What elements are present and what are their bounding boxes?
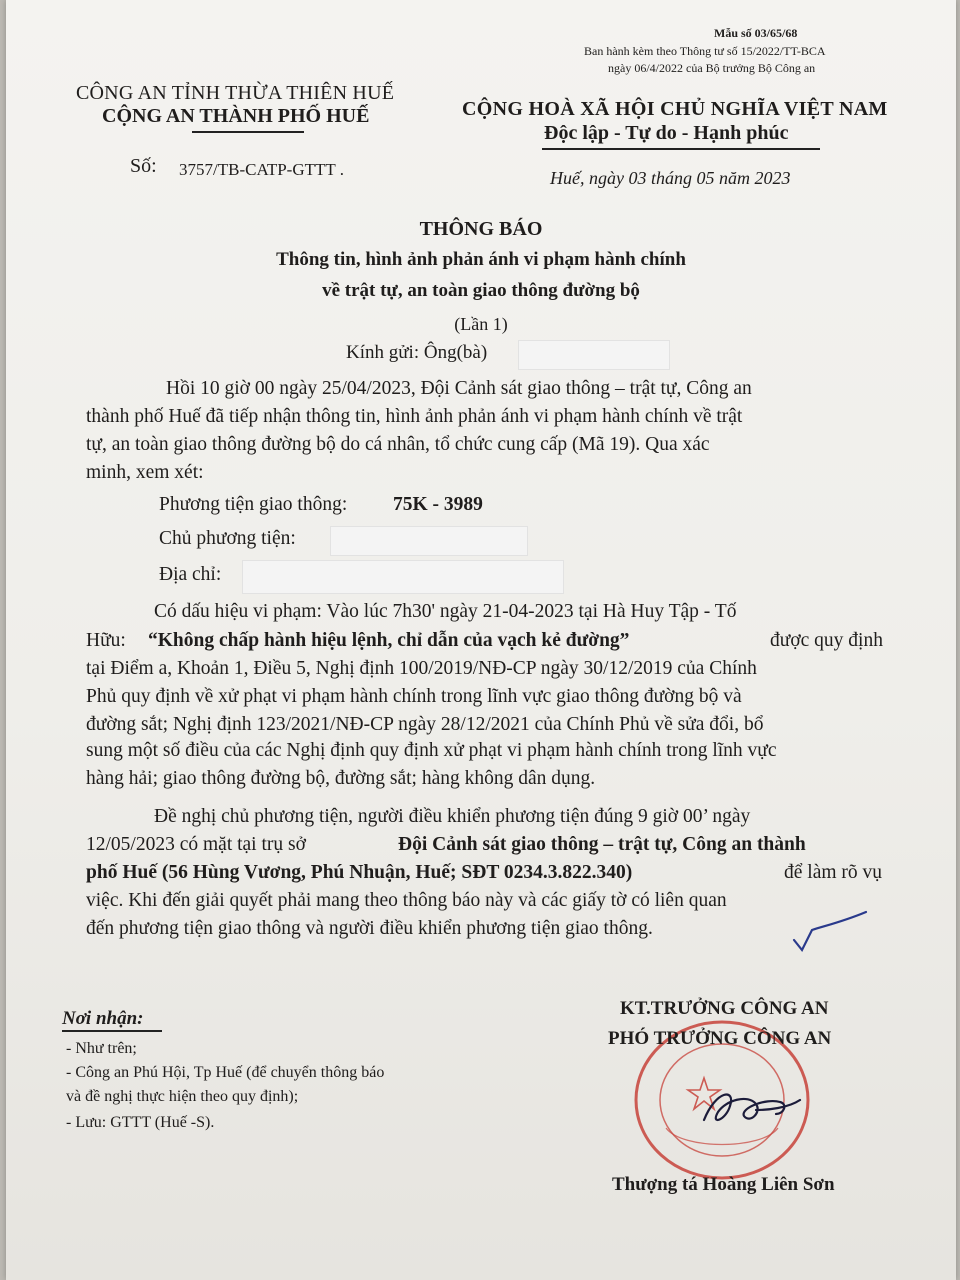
form-code: Mẫu số 03/65/68	[714, 26, 798, 40]
paragraph-1-line: thành phố Huế đã tiếp nhận thông tin, hình ảnh phản ánh vi phạm hành chính về trật	[86, 406, 743, 427]
paragraph-2-line: Phủ quy định về xử phạt vi phạm hành chính trong lĩnh vực giao thông đường bộ và	[86, 686, 742, 707]
signer-name: Thượng tá Hoàng Liên Sơn	[612, 1174, 835, 1195]
redacted-address	[242, 560, 564, 594]
recipient-label: Kính gửi: Ông(bà)	[346, 342, 488, 363]
doc-number-label: Số:	[130, 155, 157, 177]
paragraph-3-line: việc. Khi đến giải quyết phải mang theo thông báo này và các giấy tờ có liên quan	[86, 890, 727, 911]
paragraph-3-line: Đề nghị chủ phương tiện, người điều khiển phương tiện đúng 9 giờ 00’ ngày	[154, 806, 751, 827]
violation-description: “Không chấp hành hiệu lệnh, chỉ dẫn của vạch kẻ đường”	[148, 630, 630, 651]
doc-number: 3757/TB-CATP-GTTT .	[179, 160, 344, 179]
paragraph-2-line: hàng hải; giao thông đường bộ, đường sắt; hàng không dân dụng.	[86, 768, 596, 789]
redacted-recipient-name	[518, 340, 670, 370]
paragraph-1-line: tự, an toàn giao thông đường bộ do cá nhân, tổ chức cung cấp (Mã 19). Qua xác	[86, 434, 710, 455]
paragraph-1-line: minh, xem xét:	[86, 462, 204, 483]
recipients-title: Nơi nhận:	[62, 1008, 144, 1029]
agency-parent: CÔNG AN TỈNH THỪA THIÊN HUẾ	[76, 82, 395, 104]
paragraph-2-line: đường sắt; Nghị định 123/2021/NĐ-CP ngày 28/12/2021 của Chính Phủ về sửa đổi, bổ	[86, 714, 764, 735]
national-motto: Độc lập - Tự do - Hạnh phúc	[544, 122, 789, 144]
recipient-item: - Như trên;	[66, 1040, 137, 1057]
national-title: CỘNG HOÀ XÃ HỘI CHỦ NGHĨA VIỆT NAM	[462, 98, 888, 120]
form-issued-note-line-2: ngày 06/4/2022 của Bộ trưởng Bộ Công an	[608, 61, 816, 75]
recipient-item: - Công an Phú Hội, Tp Huế (để chuyển thông báo	[66, 1064, 385, 1081]
pen-checkmark	[790, 906, 870, 956]
doc-subtitle-line-2: về trật tự, an toàn giao thông đường bộ	[322, 280, 640, 301]
recipient-item: - Lưu: GTTT (Huế -S).	[66, 1114, 215, 1131]
vehicle-plate: 75K - 3989	[393, 494, 483, 515]
agency-underline	[192, 131, 304, 133]
sign-title-line-1: KT.TRƯỞNG CÔNG AN	[620, 998, 829, 1019]
owner-label: Chủ phương tiện:	[159, 528, 296, 549]
paragraph-2-line: được quy định	[770, 630, 883, 651]
place-date: Huế, ngày 03 tháng 05 năm 2023	[550, 168, 791, 188]
motto-underline	[542, 148, 820, 150]
paragraph-2-line: Có dấu hiệu vi phạm: Vào lúc 7h30' ngày 21-04-2023 tại Hà Huy Tập - Tố	[154, 601, 737, 622]
handwritten-signature	[696, 1080, 806, 1140]
attempt-number: (Lần 1)	[454, 314, 508, 334]
document-page	[6, 0, 956, 1280]
office-name: Đội Cảnh sát giao thông – trật tự, Công an thành	[398, 834, 806, 855]
address-label: Địa chỉ:	[159, 564, 222, 585]
doc-subtitle-line-1: Thông tin, hình ảnh phản ánh vi phạm hành chính	[276, 249, 686, 270]
agency-name: CỘNG AN THÀNH PHỐ HUẾ	[102, 105, 370, 127]
recipients-underline	[62, 1030, 162, 1032]
redacted-owner-name	[330, 526, 528, 556]
doc-title: THÔNG BÁO	[419, 218, 543, 240]
paragraph-3-line: đến phương tiện giao thông và người điều khiển phương tiện giao thông.	[86, 918, 653, 939]
paragraph-3-line: để làm rõ vụ	[784, 862, 883, 883]
form-issued-note-line-1: Ban hành kèm theo Thông tư số 15/2022/TT-BCA	[584, 44, 826, 58]
paragraph-2-line: Hữu:	[86, 630, 126, 651]
recipient-item: và đề nghị thực hiện theo quy định);	[66, 1088, 299, 1105]
paragraph-3-line: 12/05/2023 có mặt tại trụ sở	[86, 834, 306, 855]
paragraph-2-line: sung một số điều của các Nghị định quy định xử phạt vi phạm hành chính trong lĩnh vực	[86, 740, 777, 761]
paragraph-1-line: Hồi 10 giờ 00 ngày 25/04/2023, Đội Cảnh sát giao thông – trật tự, Công an	[166, 378, 752, 399]
vehicle-label: Phương tiện giao thông:	[159, 494, 348, 515]
paragraph-2-line: tại Điểm a, Khoản 1, Điều 5, Nghị định 100/2019/NĐ-CP ngày 30/12/2019 của Chính	[86, 658, 757, 679]
sign-title-line-2: PHÓ TRƯỞNG CÔNG AN	[608, 1028, 832, 1049]
office-address: phố Huế (56 Hùng Vương, Phú Nhuận, Huế; SĐT 0234.3.822.340)	[86, 862, 633, 883]
